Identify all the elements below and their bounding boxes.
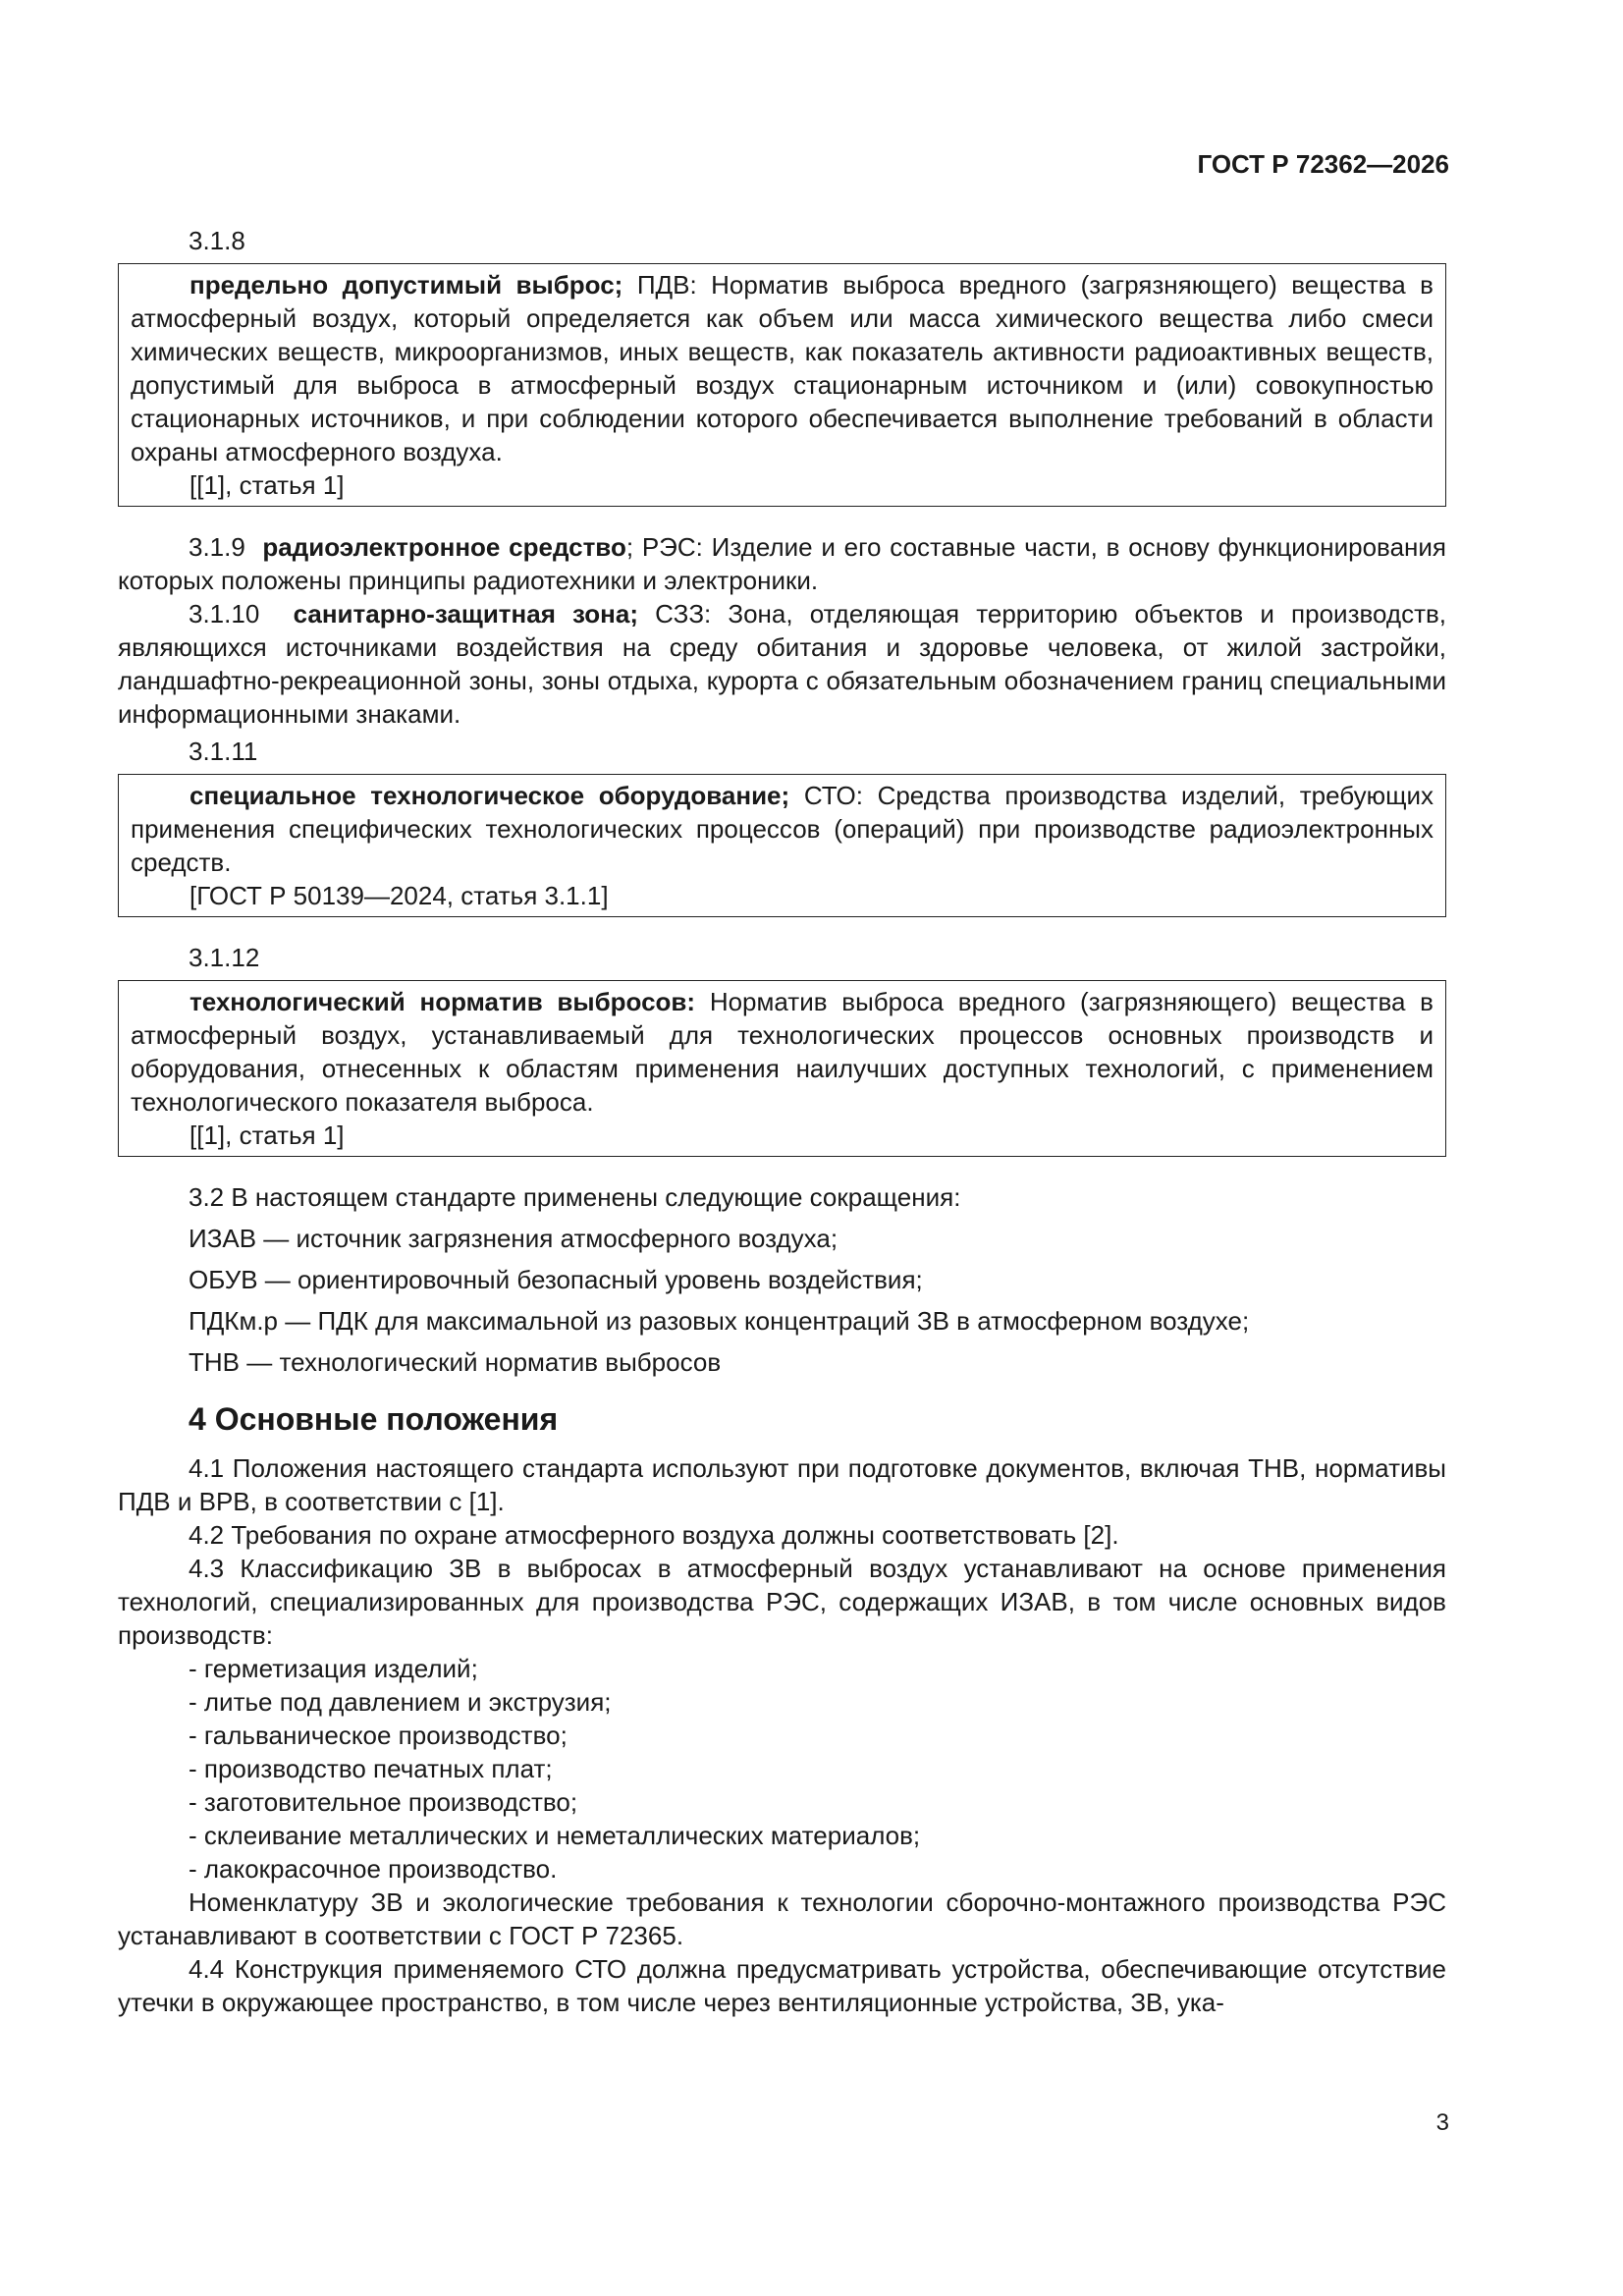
term-text: СТО: Средства производства изделий, требующих применения специфических технологических процессов (операций) при производстве радиоэлектронных средств. [131, 781, 1434, 877]
term-box-3111 [118, 774, 1446, 917]
document-header: ГОСТ Р 72362—2026 [1197, 149, 1449, 179]
term-text: ПДВ: Норматив выброса вредного (загрязняющего) вещества в атмосферный воздух, который определяется как объем или масса химического вещества либо смеси химических веществ, микроорганизмов, иных веществ, как показатель активности радиоактивных веществ, допустимый для выброса в атмосферный воздух стационарным источником и (или) совокупностью стационарных источников, и при соблюдении которого обеспечивается выполнение требований в области охраны атмосферного воздуха. [131, 270, 1434, 466]
term-text: СЗЗ: Зона, отделяющая территорию объектов и производств, являющихся источниками воздействия на среду обитания и здоровье человека, от жилой застройки, ландшафтно-рекреационной зоны, зоны отдыха, курорта с обязательным обозначением границ специальными информационными знаками. [118, 599, 1447, 729]
term-definition-3110 [118, 597, 1446, 731]
page-number: 3 [1435, 2109, 1449, 2136]
list-item: - герметизация изделий; [189, 1652, 1446, 1685]
page-content [118, 224, 1446, 2019]
term-box-3112 [118, 980, 1446, 1157]
term-definition [131, 985, 1434, 1119]
paragraph-4-3: 4.3 Классификацию ЗВ в выбросах в атмосферный воздух устанавливают на основе применения технологий, специализированных для производства РЭС, содержащих ИЗАВ, в том числе основных видов производств: [118, 1554, 1446, 1650]
list-item: - гальваническое производство; [189, 1719, 1446, 1752]
term-number: 3.1.11 [189, 737, 258, 766]
term-text: ; РЭС: Изделие и его составные части, в основу функционирования которых положены принципы радиотехники и электроники. [118, 532, 1447, 595]
term-number: 3.1.10 [189, 599, 260, 629]
term-source: [[1], статья 1] [189, 1121, 345, 1150]
term-box-318 [118, 263, 1446, 507]
list-item: - склеивание металлических и неметаллических материалов; [189, 1819, 1446, 1852]
abbreviations-intro: 3.2 В настоящем стандарте применены следующие сокращения: [189, 1182, 961, 1212]
term-name: предельно допустимый выброс; [189, 270, 623, 300]
paragraph-4-2: 4.2 Требования по охране атмосферного воздуха должны соответствовать [2]. [189, 1520, 1119, 1550]
term-source: [ГОСТ Р 50139—2024, статья 3.1.1] [189, 881, 609, 910]
term-definition-319 [118, 530, 1446, 597]
term-name: специальное технологическое оборудование; [189, 781, 790, 810]
section-title: 4 Основные положения [189, 1401, 559, 1437]
term-number: 3.1.8 [189, 226, 245, 255]
abbreviation-item: ПДКм.р — ПДК для максимальной из разовых концентраций ЗВ в атмосферном воздухе; [189, 1306, 1250, 1336]
list-item: - лакокрасочное производство. [189, 1852, 1446, 1886]
term-number: 3.1.12 [189, 943, 260, 972]
term-definition [131, 268, 1434, 468]
list-item: - литье под давлением и экструзия; [189, 1685, 1446, 1719]
list-item: - заготовительное производство; [189, 1785, 1446, 1819]
term-name: радиоэлектронное средство [262, 532, 626, 562]
paragraph-4-1: 4.1 Положения настоящего стандарта используют при подготовке документов, включая ТНВ, нормативы ПДВ и ВРВ, в соответствии с [1]. [118, 1453, 1446, 1516]
term-text: Норматив выброса вредного (загрязняющего) вещества в атмосферный воздух, устанавливаемый для технологических процессов основных производств и оборудования, отнесенных к областям применения наилучших доступных технологий, с применением технологического показателя выброса. [131, 987, 1434, 1117]
term-source: [[1], статья 1] [189, 470, 345, 500]
term-name: технологический норматив выбросов: [189, 987, 696, 1016]
abbreviation-item: ОБУВ — ориентировочный безопасный уровень воздействия; [189, 1265, 923, 1294]
paragraph-4-4: 4.4 Конструкция применяемого СТО должна предусматривать устройства, обеспечивающие отсутствие утечки в окружающее пространство, в том числе через вентиляционные устройства, ЗВ, ука- [118, 1954, 1446, 2017]
paragraph-4-3-continued: Номенклатуру ЗВ и экологические требования к технологии сборочно-монтажного производства РЭС устанавливают в соответствии с ГОСТ Р 72365. [118, 1887, 1446, 1950]
production-types-list [118, 1652, 1446, 1886]
term-definition [131, 779, 1434, 879]
term-name: санитарно-защитная зона; [293, 599, 638, 629]
abbreviation-item: ТНВ — технологический норматив выбросов [189, 1347, 722, 1377]
abbreviation-item: ИЗАВ — источник загрязнения атмосферного воздуха; [189, 1224, 839, 1253]
list-item: - производство печатных плат; [189, 1752, 1446, 1785]
term-number: 3.1.9 [189, 532, 245, 562]
